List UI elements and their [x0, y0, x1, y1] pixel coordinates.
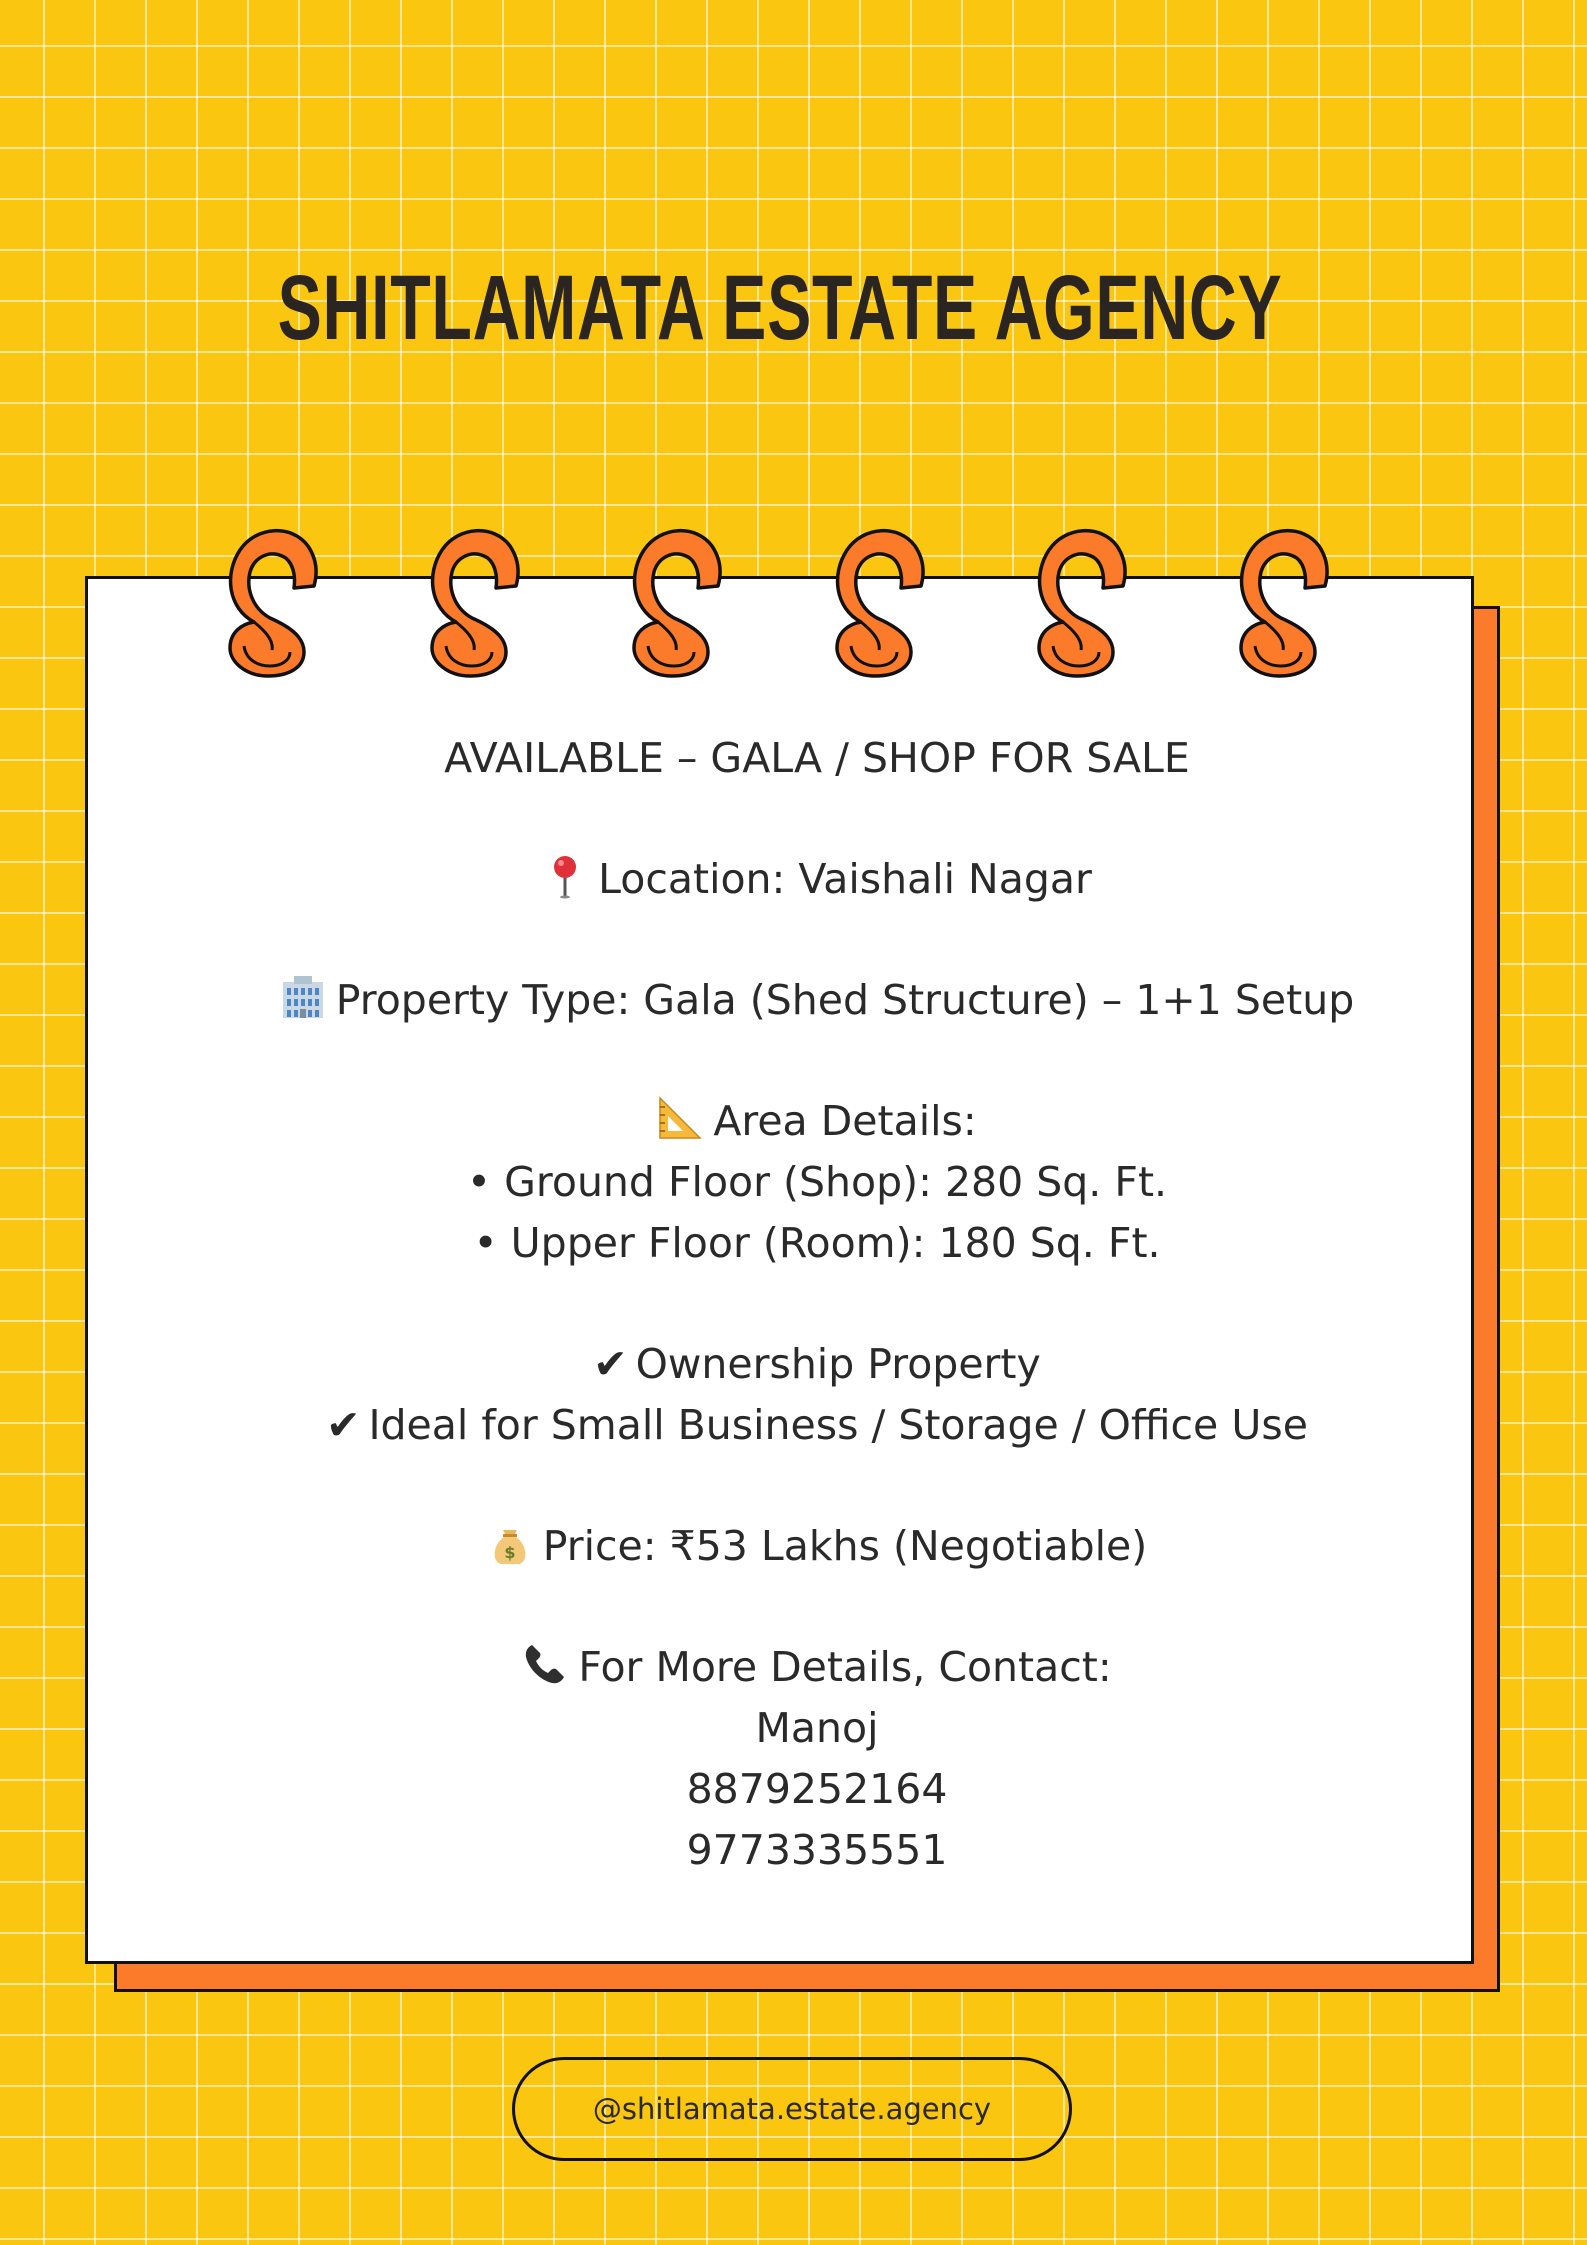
contact-name: Manoj — [755, 1704, 879, 1752]
phone-icon — [522, 1641, 568, 1687]
triangle-ruler-icon — [657, 1095, 703, 1141]
feature-text: Ownership Property — [635, 1340, 1041, 1388]
money-bag-icon — [487, 1520, 533, 1566]
listing-headline: AVAILABLE – GALA / SHOP FOR SALE — [444, 734, 1190, 782]
location-text: Location: Vaishali Nagar — [598, 855, 1092, 903]
social-handle-text: @shitlamata.estate.agency — [592, 2092, 992, 2126]
social-handle-pill[interactable] — [512, 2057, 1072, 2161]
svg-text:$: $ — [504, 1543, 516, 1562]
page-title: SHITLAMATA ESTATE AGENCY — [277, 257, 1283, 359]
contact-phone: 9773335551 — [686, 1826, 948, 1874]
area-item: • Upper Floor (Room): 180 Sq. Ft. — [473, 1219, 1161, 1267]
building-icon — [280, 974, 326, 1020]
feature-line — [160, 1334, 1474, 1395]
check-icon: ✔ — [593, 1340, 628, 1388]
contact-heading-line — [160, 1637, 1474, 1698]
area-heading-line — [160, 1091, 1474, 1152]
property-type-text: Property Type: Gala (Shed Structure) – 1+1 Setup — [335, 976, 1355, 1024]
location-line — [160, 849, 1474, 910]
contact-phone: 8879252164 — [686, 1765, 948, 1813]
property-type-line — [160, 970, 1474, 1031]
price-line — [160, 1516, 1474, 1577]
contact-heading-text: For More Details, Contact: — [578, 1643, 1112, 1691]
area-heading-text: Area Details: — [713, 1097, 977, 1145]
listing-content — [160, 728, 1474, 1881]
feature-line — [160, 1395, 1474, 1456]
feature-text: Ideal for Small Business / Storage / Office Use — [368, 1401, 1308, 1449]
price-text: Price: ₹53 Lakhs (Negotiable) — [542, 1522, 1148, 1570]
area-item: • Ground Floor (Shop): 280 Sq. Ft. — [466, 1158, 1168, 1206]
check-icon: ✔ — [326, 1401, 361, 1449]
pin-icon — [542, 853, 588, 899]
